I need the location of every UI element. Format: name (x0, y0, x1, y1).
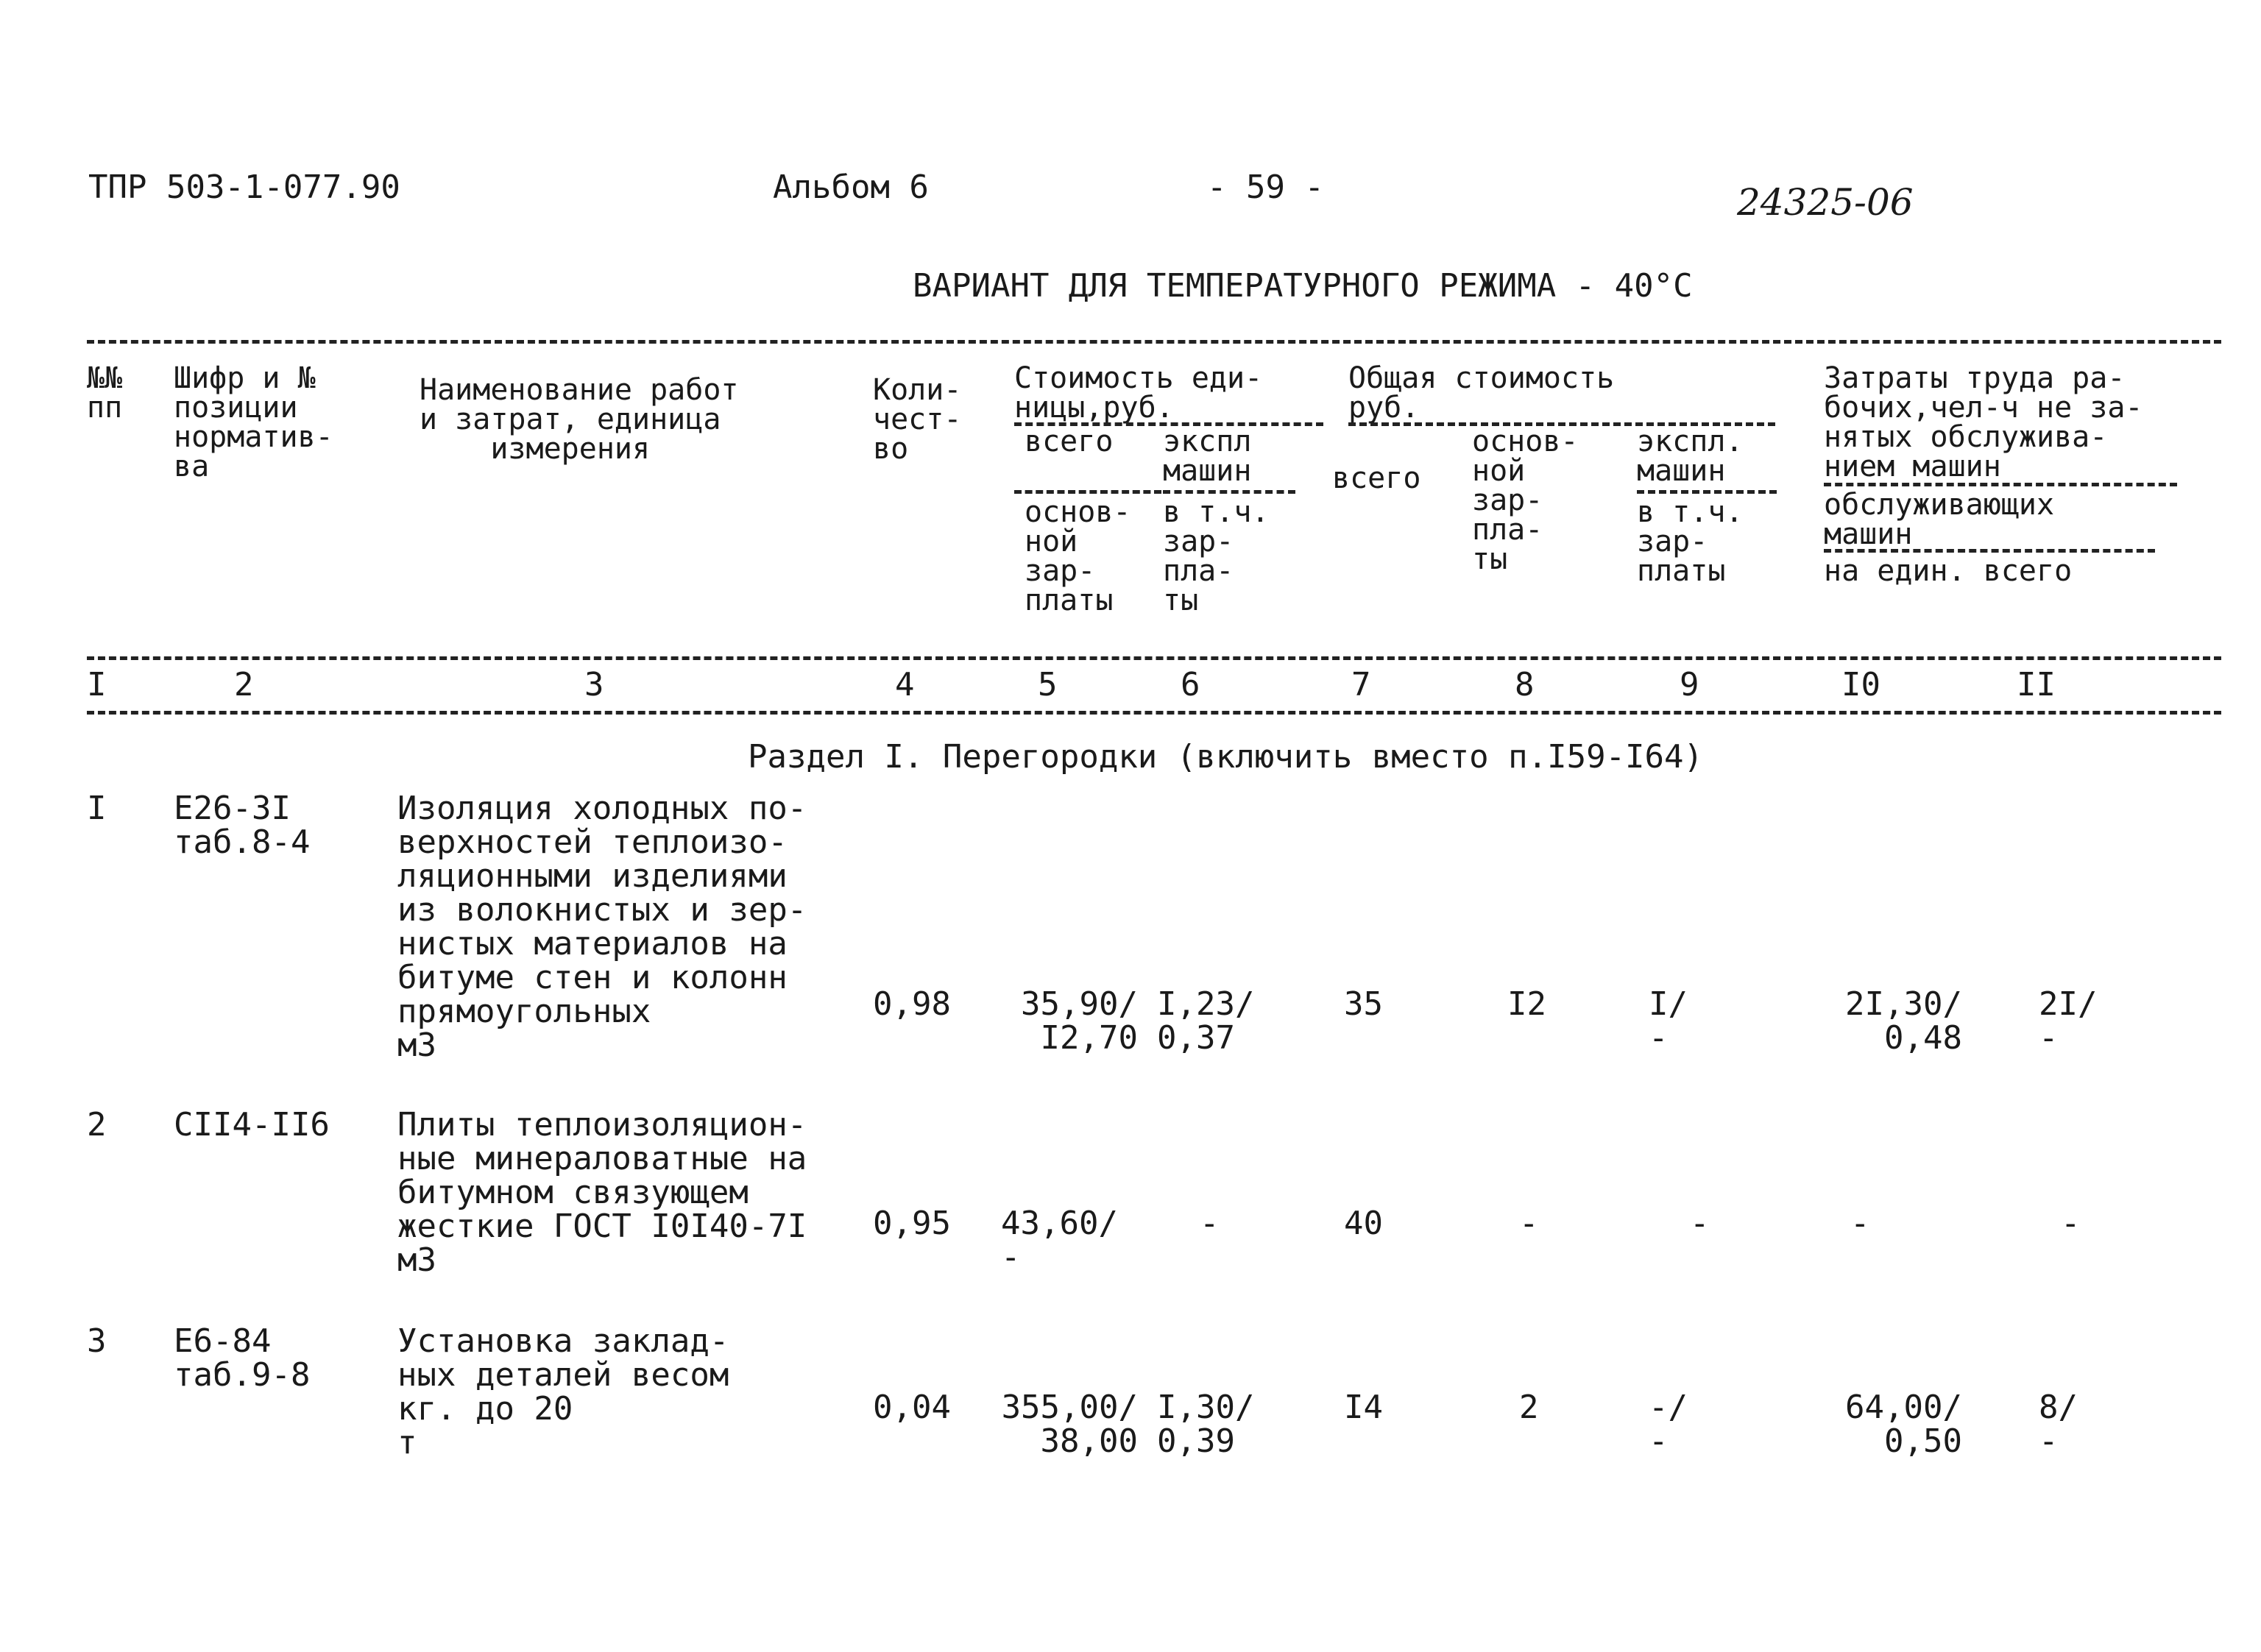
header-col-5-sub1: всего (1025, 425, 1114, 458)
colnum-bottom-rule (87, 711, 2221, 715)
row-1-code: Е26-3I таб.8-4 (174, 790, 311, 861)
row-2-col-9: - (1690, 1205, 1710, 1242)
header-col-9-rule (1637, 490, 1777, 494)
header-col-8-sub: основ- ной зар- пла- ты (1472, 425, 1579, 576)
row-3-qty: 0,04 (873, 1389, 951, 1426)
header-labor-top: Затраты труда ра- бочих,чел-ч не за- нятых обслужива- нием машин (1824, 361, 2143, 483)
header-col-5-sub2: основ- ной зар- платы (1025, 495, 1131, 617)
colnum-10: I0 (1841, 666, 1880, 703)
row-3-col-10: 64,00/ 0,50 (1845, 1389, 1962, 1460)
header-col-4: Коли- чест- во (873, 373, 962, 466)
row-1-col-9: I/ - (1649, 985, 1688, 1057)
row-3-col-9: -/ - (1649, 1389, 1688, 1460)
header-labor-mid: обслуживающих машин (1824, 488, 2055, 551)
row-1-col-11: 2I/ - (2039, 985, 2098, 1057)
row-1-name: Изоляция холодных по- верхностей теплоизо- ляционными изделиями из волокнистых и зер- нистых материалов на битуме стен и колонн прямоугольных м3 (397, 790, 807, 1064)
row-2-col-10: - (1850, 1205, 1870, 1242)
header-top-rule (87, 340, 2221, 344)
row-3-col-5: 355,00/ 38,00 (1001, 1389, 1138, 1460)
handwritten-number: 24325-06 (1737, 181, 1914, 224)
header-col-5-rule (1014, 490, 1161, 494)
row-3-col-7: I4 (1344, 1389, 1383, 1426)
header-col-7-sub: всего (1332, 461, 1421, 495)
header-labor-rule-1 (1824, 483, 2177, 486)
section-title: Раздел I. Перегородки (включить вместо п.I59-I64) (748, 738, 1704, 776)
album-label: Альбом 6 (773, 169, 929, 206)
row-1-num: I (87, 790, 107, 827)
row-2-col-8: - (1519, 1205, 1539, 1242)
colnum-4: 4 (895, 666, 915, 703)
colnum-2: 2 (234, 666, 254, 703)
header-col-3: Наименование работ и затрат, единица измерения (420, 373, 739, 466)
row-1-qty: 0,98 (873, 985, 951, 1023)
colnum-6: 6 (1181, 666, 1200, 703)
colnum-top-rule (87, 656, 2221, 660)
header-col-9-sub1: экспл. машин (1637, 425, 1744, 488)
row-3-col-11: 8/ - (2039, 1389, 2078, 1460)
row-3-code: Е6-84 таб.9-8 (174, 1322, 311, 1394)
row-1-col-6: I,23/ 0,37 (1157, 985, 1255, 1057)
header-col-1: №№ пп (87, 361, 123, 425)
header-col-6-rule (1163, 490, 1295, 494)
row-2-col-5: 43,60/ - (1001, 1205, 1118, 1276)
header-col-2: Шифр и № позиции норматив- ва (174, 361, 333, 483)
row-1-col-10: 2I,30/ 0,48 (1845, 985, 1962, 1057)
row-1-col-7: 35 (1344, 985, 1383, 1023)
header-total-cost: Общая стоимость руб. (1348, 361, 1615, 425)
row-2-num: 2 (87, 1106, 107, 1144)
row-2-col-11: - (2061, 1205, 2081, 1242)
variant-title: ВАРИАНТ ДЛЯ ТЕМПЕРАТУРНОГО РЕЖИМА - 40°C (913, 267, 1693, 305)
header-unit-cost: Стоимость еди- ницы,руб. (1014, 361, 1263, 425)
colnum-9: 9 (1680, 666, 1699, 703)
colnum-3: 3 (584, 666, 604, 703)
doc-code: ТПР 503-1-077.90 (88, 169, 400, 206)
colnum-1: I (87, 666, 107, 703)
header-col-9-sub2: в т.ч. зар- платы (1637, 495, 1744, 588)
row-3-name: Установка заклад- ных деталей весом кг. до 20 т (397, 1322, 729, 1461)
header-labor-bottom: на един. всего (1824, 554, 2073, 588)
header-col-6-sub1: экспл машин (1163, 425, 1252, 488)
header-labor-rule-2 (1824, 549, 2155, 553)
row-3-num: 3 (87, 1322, 107, 1360)
row-3-col-6: I,30/ 0,39 (1157, 1389, 1255, 1460)
colnum-5: 5 (1038, 666, 1058, 703)
colnum-7: 7 (1351, 666, 1371, 703)
row-1-col-8: I2 (1507, 985, 1546, 1023)
row-2-col-6: - (1200, 1205, 1220, 1242)
row-2-code: СII4-II6 (174, 1106, 330, 1144)
colnum-8: 8 (1515, 666, 1535, 703)
row-2-qty: 0,95 (873, 1205, 951, 1242)
row-2-col-7: 40 (1344, 1205, 1383, 1242)
row-2-name: Плиты теплоизоляцион- ные минераловатные на битумном связующем жесткие ГОСТ I0I40-7I м3 (397, 1106, 807, 1279)
colnum-11: II (2017, 666, 2056, 703)
row-3-col-8: 2 (1519, 1389, 1539, 1426)
page-number: - 59 - (1207, 169, 1324, 206)
header-col-6-sub2: в т.ч. зар- пла- ты (1163, 495, 1270, 617)
row-1-col-5: 35,90/ I2,70 (1021, 985, 1138, 1057)
